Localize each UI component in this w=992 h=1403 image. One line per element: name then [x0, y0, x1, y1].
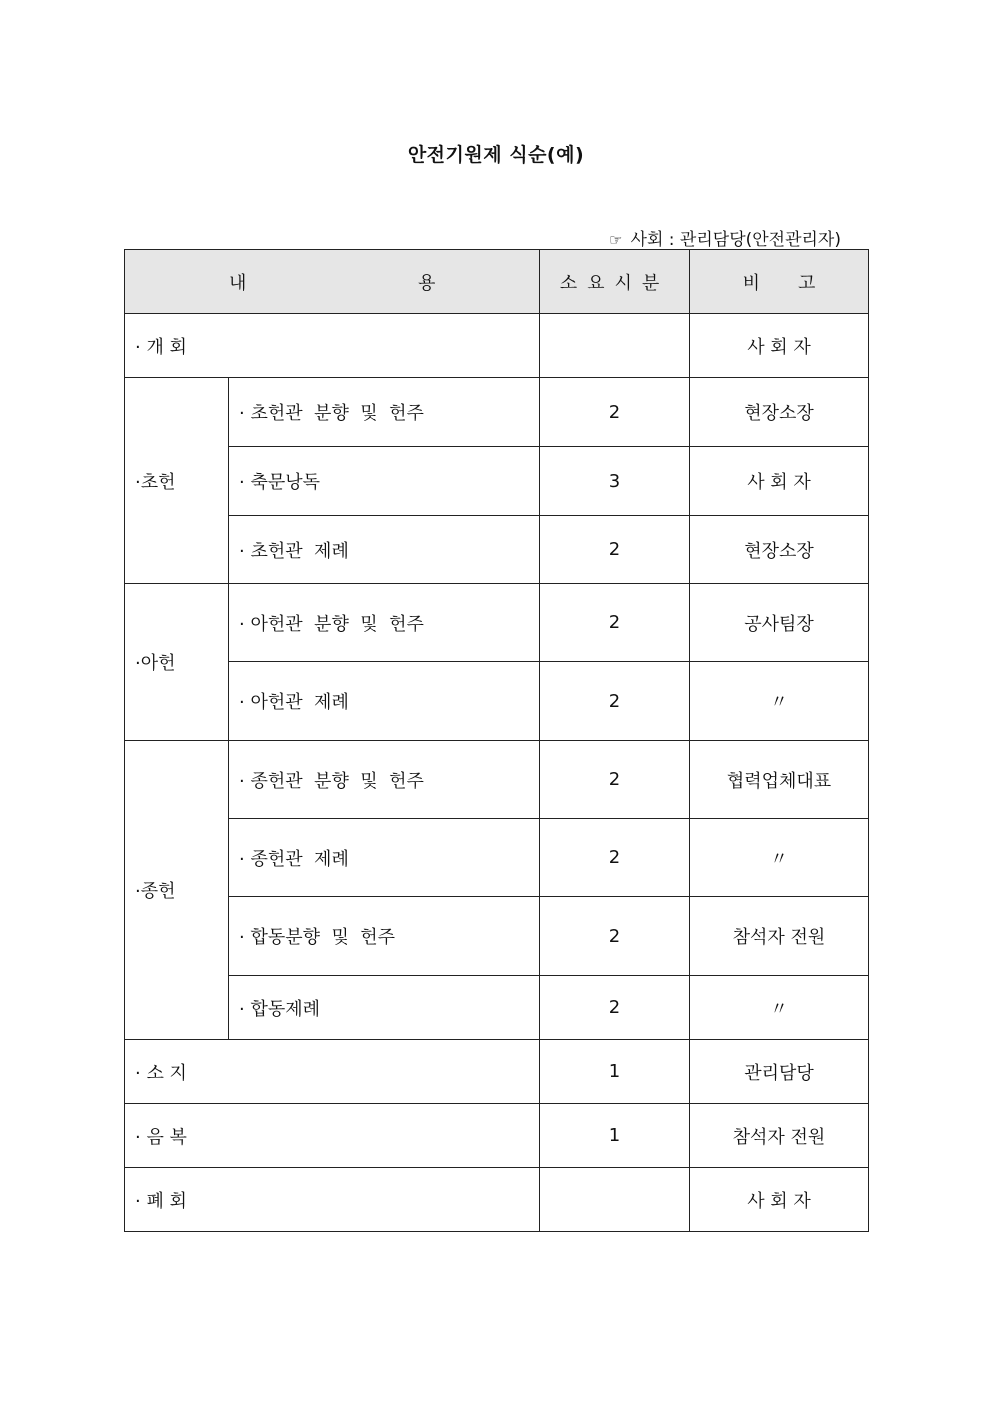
group-jonghun-label: ·종헌 [125, 741, 229, 1040]
header-content-b: 용 [418, 272, 436, 294]
item-text: · 축문낭독 [229, 447, 540, 516]
mc-text: 사회 : 관리담당(안전관리자) [630, 230, 841, 250]
item-text: · 종헌관 분향 및 헌주 [229, 741, 540, 819]
item-note: 사 회 자 [690, 447, 869, 516]
item-note: 현장소장 [690, 516, 869, 584]
item-text: · 합동분향 및 헌주 [229, 897, 540, 976]
header-note [690, 250, 869, 314]
pointing-hand-icon: ☞ [609, 231, 623, 249]
item-time: 2 [540, 976, 690, 1040]
table-row [125, 447, 869, 516]
item-text: · 초헌관 제례 [229, 516, 540, 584]
item-time: 2 [540, 897, 690, 976]
row-open-label: · 개 회 [125, 314, 540, 378]
item-text: · 아헌관 제례 [229, 662, 540, 741]
item-time: 2 [540, 819, 690, 897]
row-soji-label: · 소 지 [125, 1040, 540, 1104]
group-ahun-label: ·아헌 [125, 584, 229, 741]
item-time: 2 [540, 378, 690, 447]
row-soji-time: 1 [540, 1040, 690, 1104]
item-time: 2 [540, 741, 690, 819]
mc-line [609, 225, 841, 250]
table-row [125, 378, 869, 447]
table-row [125, 741, 869, 819]
item-note: 협력업체대표 [690, 741, 869, 819]
row-open-note: 사 회 자 [690, 314, 869, 378]
row-open-time [540, 314, 690, 378]
item-text: · 아헌관 분향 및 헌주 [229, 584, 540, 662]
table-row [125, 1104, 869, 1168]
header-note-a: 비 [742, 272, 760, 294]
table-row [125, 897, 869, 976]
header-time: 소요시분 [540, 250, 690, 314]
item-time: 3 [540, 447, 690, 516]
item-note: 현장소장 [690, 378, 869, 447]
header-content [125, 250, 540, 314]
item-time: 2 [540, 516, 690, 584]
table-row [125, 1168, 869, 1232]
table-row [125, 1040, 869, 1104]
item-note: 참석자 전원 [690, 897, 869, 976]
item-note: 〃 [690, 662, 869, 741]
item-text: · 초헌관 분향 및 헌주 [229, 378, 540, 447]
item-text: · 종헌관 제례 [229, 819, 540, 897]
row-eumbok-note: 참석자 전원 [690, 1104, 869, 1168]
page-title: 안전기원제 식순(예) [407, 144, 585, 166]
row-eumbok-label: · 음 복 [125, 1104, 540, 1168]
group-chohun-label: ·초헌 [125, 378, 229, 584]
table-row [125, 584, 869, 662]
row-close-label: · 폐 회 [125, 1168, 540, 1232]
row-soji-note: 관리담당 [690, 1040, 869, 1104]
row-close-note: 사 회 자 [690, 1168, 869, 1232]
row-close-time [540, 1168, 690, 1232]
item-note: 공사팀장 [690, 584, 869, 662]
header-content-a: 내 [229, 272, 247, 294]
header-row [125, 250, 869, 314]
item-note: 〃 [690, 976, 869, 1040]
header-note-b: 고 [798, 272, 816, 294]
table-row [125, 819, 869, 897]
table-row [125, 976, 869, 1040]
row-eumbok-time: 1 [540, 1104, 690, 1168]
ceremony-order-table [124, 249, 869, 1232]
table-row [125, 662, 869, 741]
table-row [125, 516, 869, 584]
item-time: 2 [540, 584, 690, 662]
table-row [125, 314, 869, 378]
item-time: 2 [540, 662, 690, 741]
item-note: 〃 [690, 819, 869, 897]
item-text: · 합동제례 [229, 976, 540, 1040]
